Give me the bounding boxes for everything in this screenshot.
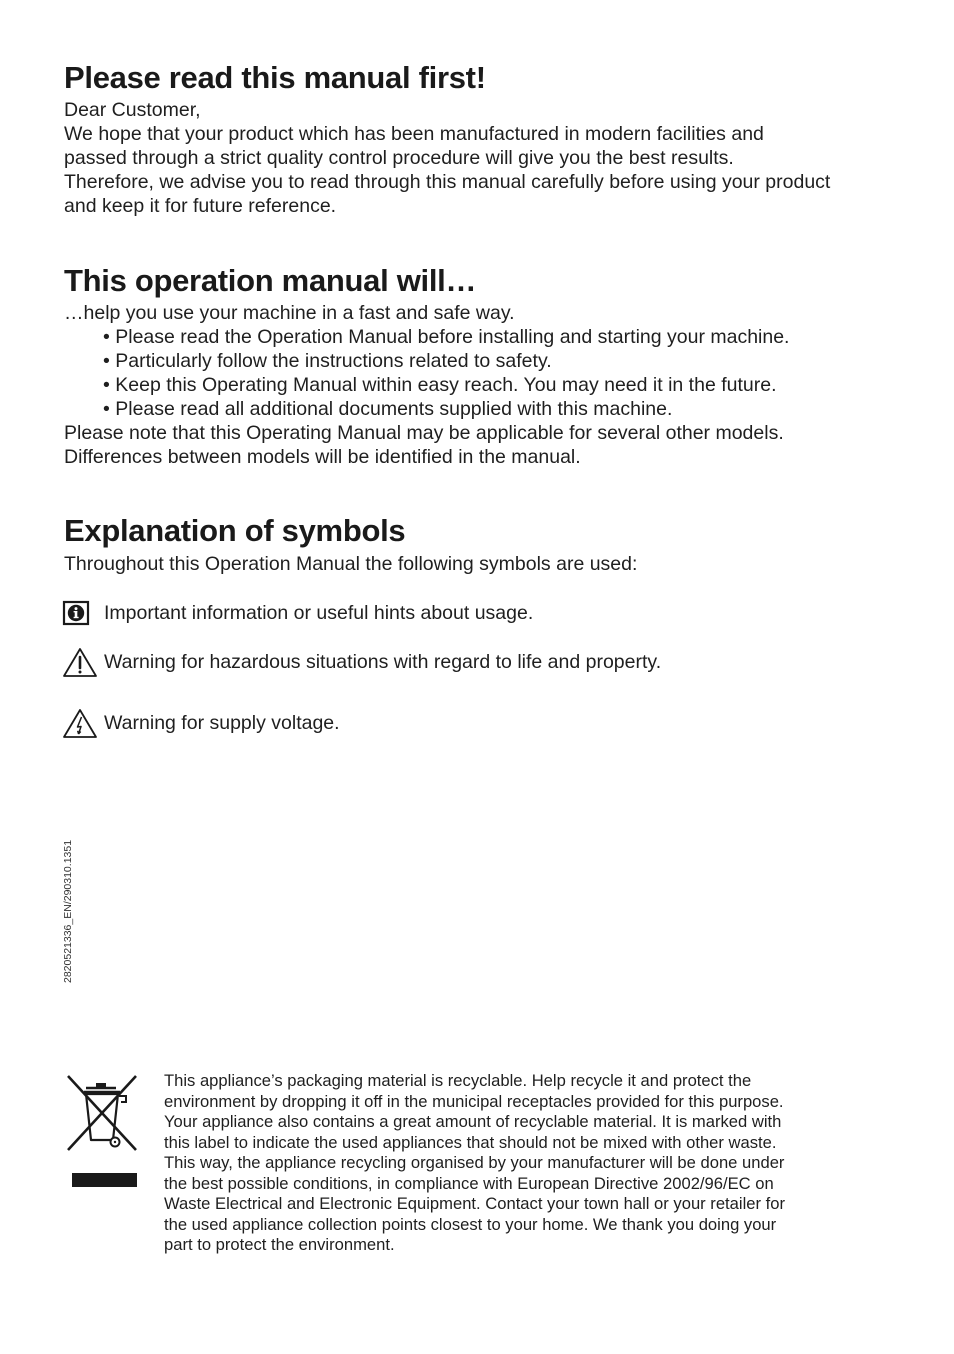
bullet-item: • Please read all additional documents supplied with this machine. <box>103 398 673 420</box>
document-code: 2820521336_EN/290310.1351 <box>62 839 74 983</box>
bullet-item: • Particularly follow the instructions related to safety. <box>103 350 552 372</box>
symbol-warning-text: Warning for hazardous situations with regard to life and property. <box>104 650 662 673</box>
recycling-line: the best possible conditions, in compliance with European Directive 2002/96/EC on <box>164 1173 774 1193</box>
operation-intro <box>64 301 904 325</box>
bullet-item: • Please read the Operation Manual before installing and starting your machine. <box>103 326 790 348</box>
info-icon <box>62 596 98 630</box>
bullet-item: • Keep this Operating Manual within easy reach. You may need it in the future. <box>103 374 777 396</box>
intro-line: Dear Customer, <box>64 99 201 121</box>
intro-line: We hope that your product which has been manufactured in modern facilities and <box>64 123 764 145</box>
models-note-line: Please note that this Operating Manual may be applicable for several other models. <box>64 422 784 444</box>
operation-bullet-list <box>103 325 789 421</box>
heading-read-manual-first: Please read this manual first! <box>64 60 486 95</box>
models-note <box>64 421 904 469</box>
heading-operation-manual: This operation manual will… <box>64 263 477 298</box>
warning-triangle-icon <box>62 645 98 679</box>
recycling-line: This appliance’s packaging material is recyclable. Help recycle it and protect the <box>164 1071 752 1090</box>
recycling-line: the used appliance collection points closest to your home. We thank you doing your <box>164 1214 777 1234</box>
symbol-row-info <box>62 596 533 630</box>
voltage-warning-icon <box>62 706 98 740</box>
recycling-notice <box>164 1071 884 1256</box>
symbols-intro-line: Throughout this Operation Manual the following symbols are used: <box>64 553 638 575</box>
symbol-row-warning <box>62 645 661 679</box>
crossed-out-wheelie-bin-icon <box>64 1072 140 1195</box>
models-note-line: Differences between models will be identified in the manual. <box>64 446 581 468</box>
recycling-line: Waste Electrical and Electronic Equipment. Contact your town hall or your retailer for <box>164 1194 786 1213</box>
recycling-line: This way, the appliance recycling organised by your manufacturer will be done under <box>164 1153 785 1172</box>
heading-explanation-of-symbols: Explanation of symbols <box>64 513 406 548</box>
recycling-line: environment by dropping it off in the municipal receptacles provided for this purpose. <box>164 1091 784 1111</box>
intro-line: Therefore, we advise you to read through this manual carefully before using your product <box>64 171 831 193</box>
intro-paragraph <box>64 98 904 218</box>
recycling-line: this label to indicate the used appliances that should not be mixed with other waste. <box>164 1132 777 1152</box>
recycling-line: part to protect the environment. <box>164 1235 395 1254</box>
symbol-row-voltage <box>62 706 340 740</box>
intro-line: and keep it for future reference. <box>64 195 337 217</box>
recycling-line: Your appliance also contains a great amount of recyclable material. It is marked with <box>164 1112 782 1131</box>
symbol-info-text: Important information or useful hints about usage. <box>104 601 534 624</box>
intro-line: passed through a strict quality control procedure will give you the best results. <box>64 147 734 169</box>
operation-intro-line: …help you use your machine in a fast and safe way. <box>64 302 515 324</box>
symbol-voltage-text: Warning for supply voltage. <box>104 711 340 734</box>
symbols-intro <box>64 552 904 576</box>
